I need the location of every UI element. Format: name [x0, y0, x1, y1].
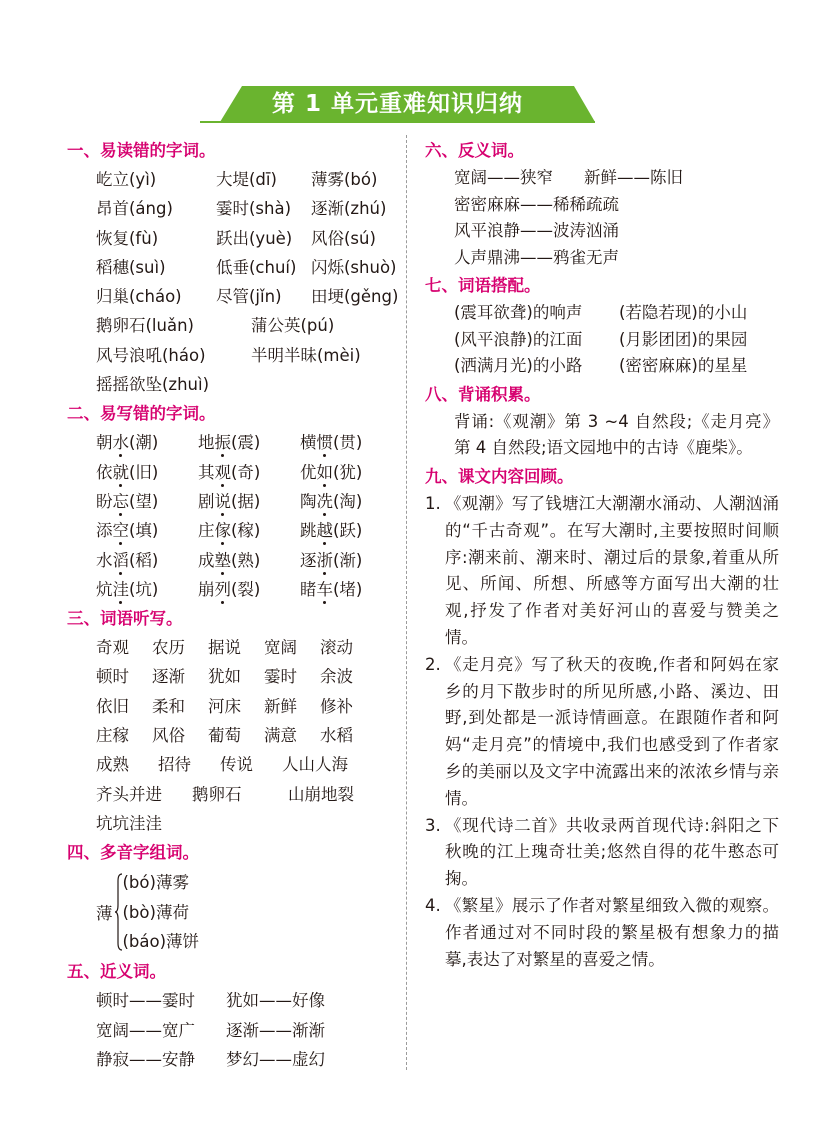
item-number: 1.	[425, 494, 441, 514]
collocation: (密密麻麻)的星星	[619, 356, 748, 375]
correct-char: (稻)	[129, 550, 159, 570]
word-item: 葡萄	[208, 726, 241, 746]
word-row	[67, 662, 397, 691]
word-item: 霎时(shà)	[216, 199, 292, 219]
wrong-char: 观	[214, 462, 231, 482]
correct-char: (震)	[231, 433, 261, 453]
word-char: 跳	[300, 521, 317, 541]
correct-char: (熟)	[231, 550, 261, 570]
word-item: 新鲜	[264, 696, 297, 716]
correct-char: (渐)	[333, 550, 363, 570]
correct-char: (跃)	[333, 521, 363, 541]
word-item: 奇观	[96, 638, 129, 658]
word-item	[198, 546, 300, 575]
word-item	[198, 487, 300, 516]
word-pair: 密密麻麻——稀稀疏疏	[454, 194, 619, 214]
word-item: 逐渐(zhú)	[311, 199, 387, 219]
word-char: 剧	[198, 491, 215, 511]
polyphonic-group	[67, 867, 397, 957]
word-char: 添	[96, 521, 113, 541]
review-item	[425, 491, 785, 652]
section-heading: 一、易读错的字词。	[67, 141, 216, 160]
word-item: 齐头并进	[96, 784, 162, 804]
correct-char: (犹)	[333, 462, 363, 482]
word-item: 归巢(cháo)	[96, 287, 182, 307]
word-item	[300, 428, 362, 457]
correct-char: (奇)	[231, 462, 261, 482]
word-char: 睹	[300, 579, 317, 599]
word-item: 庄稼	[96, 726, 129, 746]
dictation-words	[67, 633, 397, 838]
item-text: 《繁星》展示了作者对繁星细致入微的观察。作者通过对不同时段的繁星极有想象力的描摹,表达了对繁星的喜爱之情。	[445, 896, 779, 969]
word-row	[67, 516, 397, 545]
word-pair-row	[67, 1045, 397, 1074]
word-item: 尽管(jǐn)	[216, 287, 282, 307]
word-item: 修补	[320, 696, 353, 716]
word-char: 地	[198, 433, 215, 453]
word-item: 柔和	[152, 696, 185, 716]
wrong-char: 傢	[214, 521, 231, 541]
item-text: 《观潮》写了钱塘江大潮潮水涌动、人潮汹涌的“千古奇观”。在写大潮时,主要按照时间顺序:潮来前、潮来时、潮过后的景象,着重从所见、所闻、所想、所感等方面写出大潮的壮观,抒发了作者对美好河山的喜爱与赞美之情。	[445, 494, 779, 648]
word-item: 闪烁(shuò)	[311, 257, 397, 277]
word-item: 余波	[320, 667, 353, 687]
wrong-char: 如	[316, 462, 333, 482]
wrong-char: 说	[214, 491, 231, 511]
correct-char: (堵)	[333, 579, 363, 599]
collocation: (月影团团)的果园	[619, 329, 748, 349]
word-item: 顿时	[96, 667, 129, 687]
misread-words	[67, 165, 397, 399]
word-item: 满意	[264, 726, 297, 746]
correct-char: (淘)	[333, 491, 363, 511]
word-row	[67, 311, 397, 340]
word-item	[300, 546, 362, 575]
wrong-char: 滔	[112, 550, 129, 570]
word-char: 崩	[198, 579, 215, 599]
word-char: 陶	[300, 491, 317, 511]
column-divider	[406, 135, 407, 1070]
word-char: 成	[198, 550, 215, 570]
correct-char: (潮)	[129, 433, 159, 453]
collocation-row	[425, 327, 785, 354]
section-heading: 二、易写错的字词。	[67, 404, 216, 424]
correct-char: (稼)	[231, 521, 261, 541]
word-row	[67, 575, 397, 604]
word-row	[67, 487, 397, 516]
word-item: 蒲公英(pú)	[251, 316, 335, 336]
word-item: 风号浪吼(háo)	[96, 345, 206, 365]
word-pair-row	[67, 986, 397, 1015]
word-pair-row	[425, 165, 785, 192]
collocation: (洒满月光)的小路	[454, 356, 583, 375]
word-item: 风俗	[152, 726, 185, 746]
word-item: 据说	[208, 638, 241, 658]
word-item	[96, 516, 198, 545]
word-row	[67, 750, 397, 779]
word-row	[67, 780, 397, 809]
word-item	[96, 546, 198, 575]
word-item	[198, 516, 300, 545]
word-collocations	[425, 300, 785, 380]
word-item: 大堤(dī)	[216, 170, 277, 189]
word-item: 依旧	[96, 696, 129, 716]
word-row	[67, 165, 397, 194]
word-item: 犹如	[208, 667, 241, 687]
word-item	[96, 487, 198, 516]
item-number: 4.	[425, 896, 441, 916]
word-pair: 静寂——安静	[96, 1049, 195, 1069]
miswritten-words	[67, 428, 397, 604]
word-item: 跃出(yuè)	[216, 228, 293, 248]
word-item: 昂首(áng)	[96, 199, 173, 219]
collocation: (震耳欲聋)的响声	[454, 303, 583, 322]
section-heading: 三、词语听写。	[67, 609, 183, 629]
word-item: 屹立(yì)	[96, 170, 157, 189]
word-pair: 新鲜——陈旧	[584, 168, 683, 187]
word-item: 恢复(fù)	[96, 228, 159, 248]
word-row	[67, 428, 397, 457]
collocation: (若隐若现)的小山	[619, 303, 748, 322]
word-row	[67, 194, 397, 223]
word-item: 传说	[220, 755, 253, 775]
word-item: 成熟	[96, 755, 129, 775]
word-row	[67, 546, 397, 575]
word-item: 坑坑洼洼	[96, 813, 162, 833]
word-item: 霎时	[264, 667, 297, 687]
word-item: 人山人海	[282, 755, 348, 775]
word-item: 水稻	[320, 726, 353, 746]
word-char: 炕	[96, 579, 113, 599]
word-pair: 宽阔——狭窄	[454, 168, 553, 187]
section-heading: 五、近义词。	[67, 962, 166, 982]
collocation-row	[425, 300, 785, 327]
word-pair-row	[425, 218, 785, 245]
wrong-char: 列	[214, 579, 231, 599]
word-item: 低垂(chuí)	[216, 257, 297, 277]
polyphonic-word: (bò)薄荷	[122, 902, 189, 922]
wrong-char: 水	[112, 433, 129, 453]
word-pair: 风平浪静——波涛汹涌	[454, 221, 619, 240]
word-pair-row	[425, 192, 785, 219]
word-row	[67, 370, 397, 399]
word-item: 风俗(sú)	[311, 228, 376, 248]
word-item	[198, 428, 300, 457]
wrong-char: 洼	[112, 579, 129, 599]
word-item: 薄雾(bó)	[311, 170, 378, 189]
word-char: 水	[96, 550, 113, 570]
wrong-char: 塾	[214, 550, 231, 570]
wrong-char: 浙	[316, 550, 333, 570]
wrong-char: 空	[112, 521, 129, 541]
word-item: 山崩地裂	[288, 784, 354, 804]
polyphonic-list	[123, 868, 200, 956]
word-item: 稻穗(suì)	[96, 257, 166, 277]
item-text: 《走月亮》写了秋天的夜晚,作者和阿妈在家乡的月下散步时的所见所感,小路、溪边、田野,到处都是一派诗情画意。在跟随作者和阿妈“走月亮”的情境中,我们也感受到了作者家乡的美丽以及文字中流露出来的浓浓乡情与亲情。	[445, 654, 779, 808]
word-row	[67, 224, 397, 253]
word-pair: 梦幻——虚幻	[226, 1049, 325, 1069]
word-char: 优	[300, 462, 317, 482]
title-banner	[200, 86, 595, 124]
section-heading: 八、背诵积累。	[425, 384, 541, 404]
correct-char: (填)	[129, 521, 159, 541]
correct-char: (裂)	[231, 579, 261, 599]
polyphonic-word: (bó)薄雾	[122, 873, 189, 893]
word-pair-row	[425, 245, 785, 272]
right-column	[425, 136, 785, 973]
correct-char: (贯)	[333, 433, 363, 453]
word-item: 农历	[152, 638, 185, 658]
wrong-char: 振	[214, 433, 231, 453]
word-pair: 人声鼎沸——鸦雀无声	[454, 247, 619, 267]
word-char: 其	[198, 462, 215, 482]
word-row	[67, 721, 397, 750]
word-item: 鹅卵石	[192, 784, 242, 804]
item-number: 3.	[425, 815, 441, 835]
word-item: 滚动	[320, 638, 353, 658]
word-row	[67, 809, 397, 838]
wrong-char: 越	[316, 521, 333, 541]
word-char: 朝	[96, 433, 113, 453]
word-item: 摇摇欲坠(zhuì)	[96, 375, 210, 395]
word-item	[300, 458, 362, 487]
section-heading: 四、多音字组词。	[67, 843, 199, 863]
section-heading: 九、课文内容回顾。	[425, 467, 574, 487]
word-char: 横	[300, 433, 317, 453]
word-item: 田埂(gěng)	[311, 287, 399, 307]
word-char: 盼	[96, 491, 113, 511]
word-item: 招待	[158, 755, 191, 775]
correct-char: (据)	[231, 491, 261, 511]
antonyms	[425, 165, 785, 271]
wrong-char: 忘	[112, 491, 129, 511]
word-item	[300, 487, 362, 516]
collocation: (风平浪静)的江面	[454, 329, 583, 349]
word-item	[96, 458, 198, 487]
word-item: 鹅卵石(luǎn)	[96, 316, 194, 336]
word-pair: 犹如——好像	[226, 991, 325, 1011]
wrong-char: 就	[112, 462, 129, 482]
correct-char: (望)	[129, 491, 159, 511]
word-item	[96, 428, 198, 457]
word-item	[96, 575, 198, 604]
collocation-row	[425, 353, 785, 380]
word-row	[67, 253, 397, 282]
item-number: 2.	[425, 654, 441, 674]
word-row	[67, 282, 397, 311]
word-item: 逐渐	[152, 667, 185, 687]
word-item	[300, 575, 362, 604]
recitation-text: 背诵:《观潮》第 3 ~4 自然段;《走月亮》第 4 自然段;语文园地中的古诗《鹿柴》。	[454, 411, 779, 458]
word-item: 半明半昧(mèi)	[251, 345, 361, 365]
polyphonic-char: 薄	[96, 904, 113, 924]
wrong-char: 惯	[316, 433, 333, 453]
word-row	[67, 341, 397, 370]
word-row	[67, 633, 397, 662]
word-char: 依	[96, 462, 113, 482]
content-review	[425, 491, 785, 973]
word-char: 逐	[300, 550, 317, 570]
correct-char: (旧)	[129, 462, 159, 482]
word-pair: 宽阔——宽广	[96, 1020, 195, 1040]
word-item	[198, 458, 300, 487]
review-item	[425, 652, 785, 813]
section-heading: 七、词语搭配。	[425, 276, 541, 295]
word-item	[300, 516, 362, 545]
section-heading: 六、反义词。	[425, 141, 524, 160]
left-column	[67, 136, 397, 1074]
word-pair: 顿时——霎时	[96, 991, 195, 1011]
word-item: 宽阔	[264, 638, 297, 658]
word-item: 河床	[208, 696, 241, 716]
review-item	[425, 893, 785, 973]
word-pair-row	[67, 1016, 397, 1045]
word-pair: 逐渐——渐渐	[226, 1020, 325, 1040]
word-item	[198, 575, 300, 604]
word-row	[67, 692, 397, 721]
wrong-char: 冼	[316, 491, 333, 511]
review-item	[425, 813, 785, 893]
word-char: 庄	[198, 521, 215, 541]
wrong-char: 车	[316, 579, 333, 599]
synonyms	[67, 986, 397, 1074]
page-title: 第 1 单元重难知识归纳	[271, 91, 524, 117]
brace-icon	[115, 873, 123, 951]
polyphonic-word: (báo)薄饼	[122, 931, 200, 951]
word-row	[67, 458, 397, 487]
correct-char: (坑)	[129, 579, 159, 599]
item-text: 《现代诗二首》共收录两首现代诗:斜阳之下秋晚的江上瑰奇壮美;悠然自得的花牛憨态可掬。	[445, 815, 779, 889]
